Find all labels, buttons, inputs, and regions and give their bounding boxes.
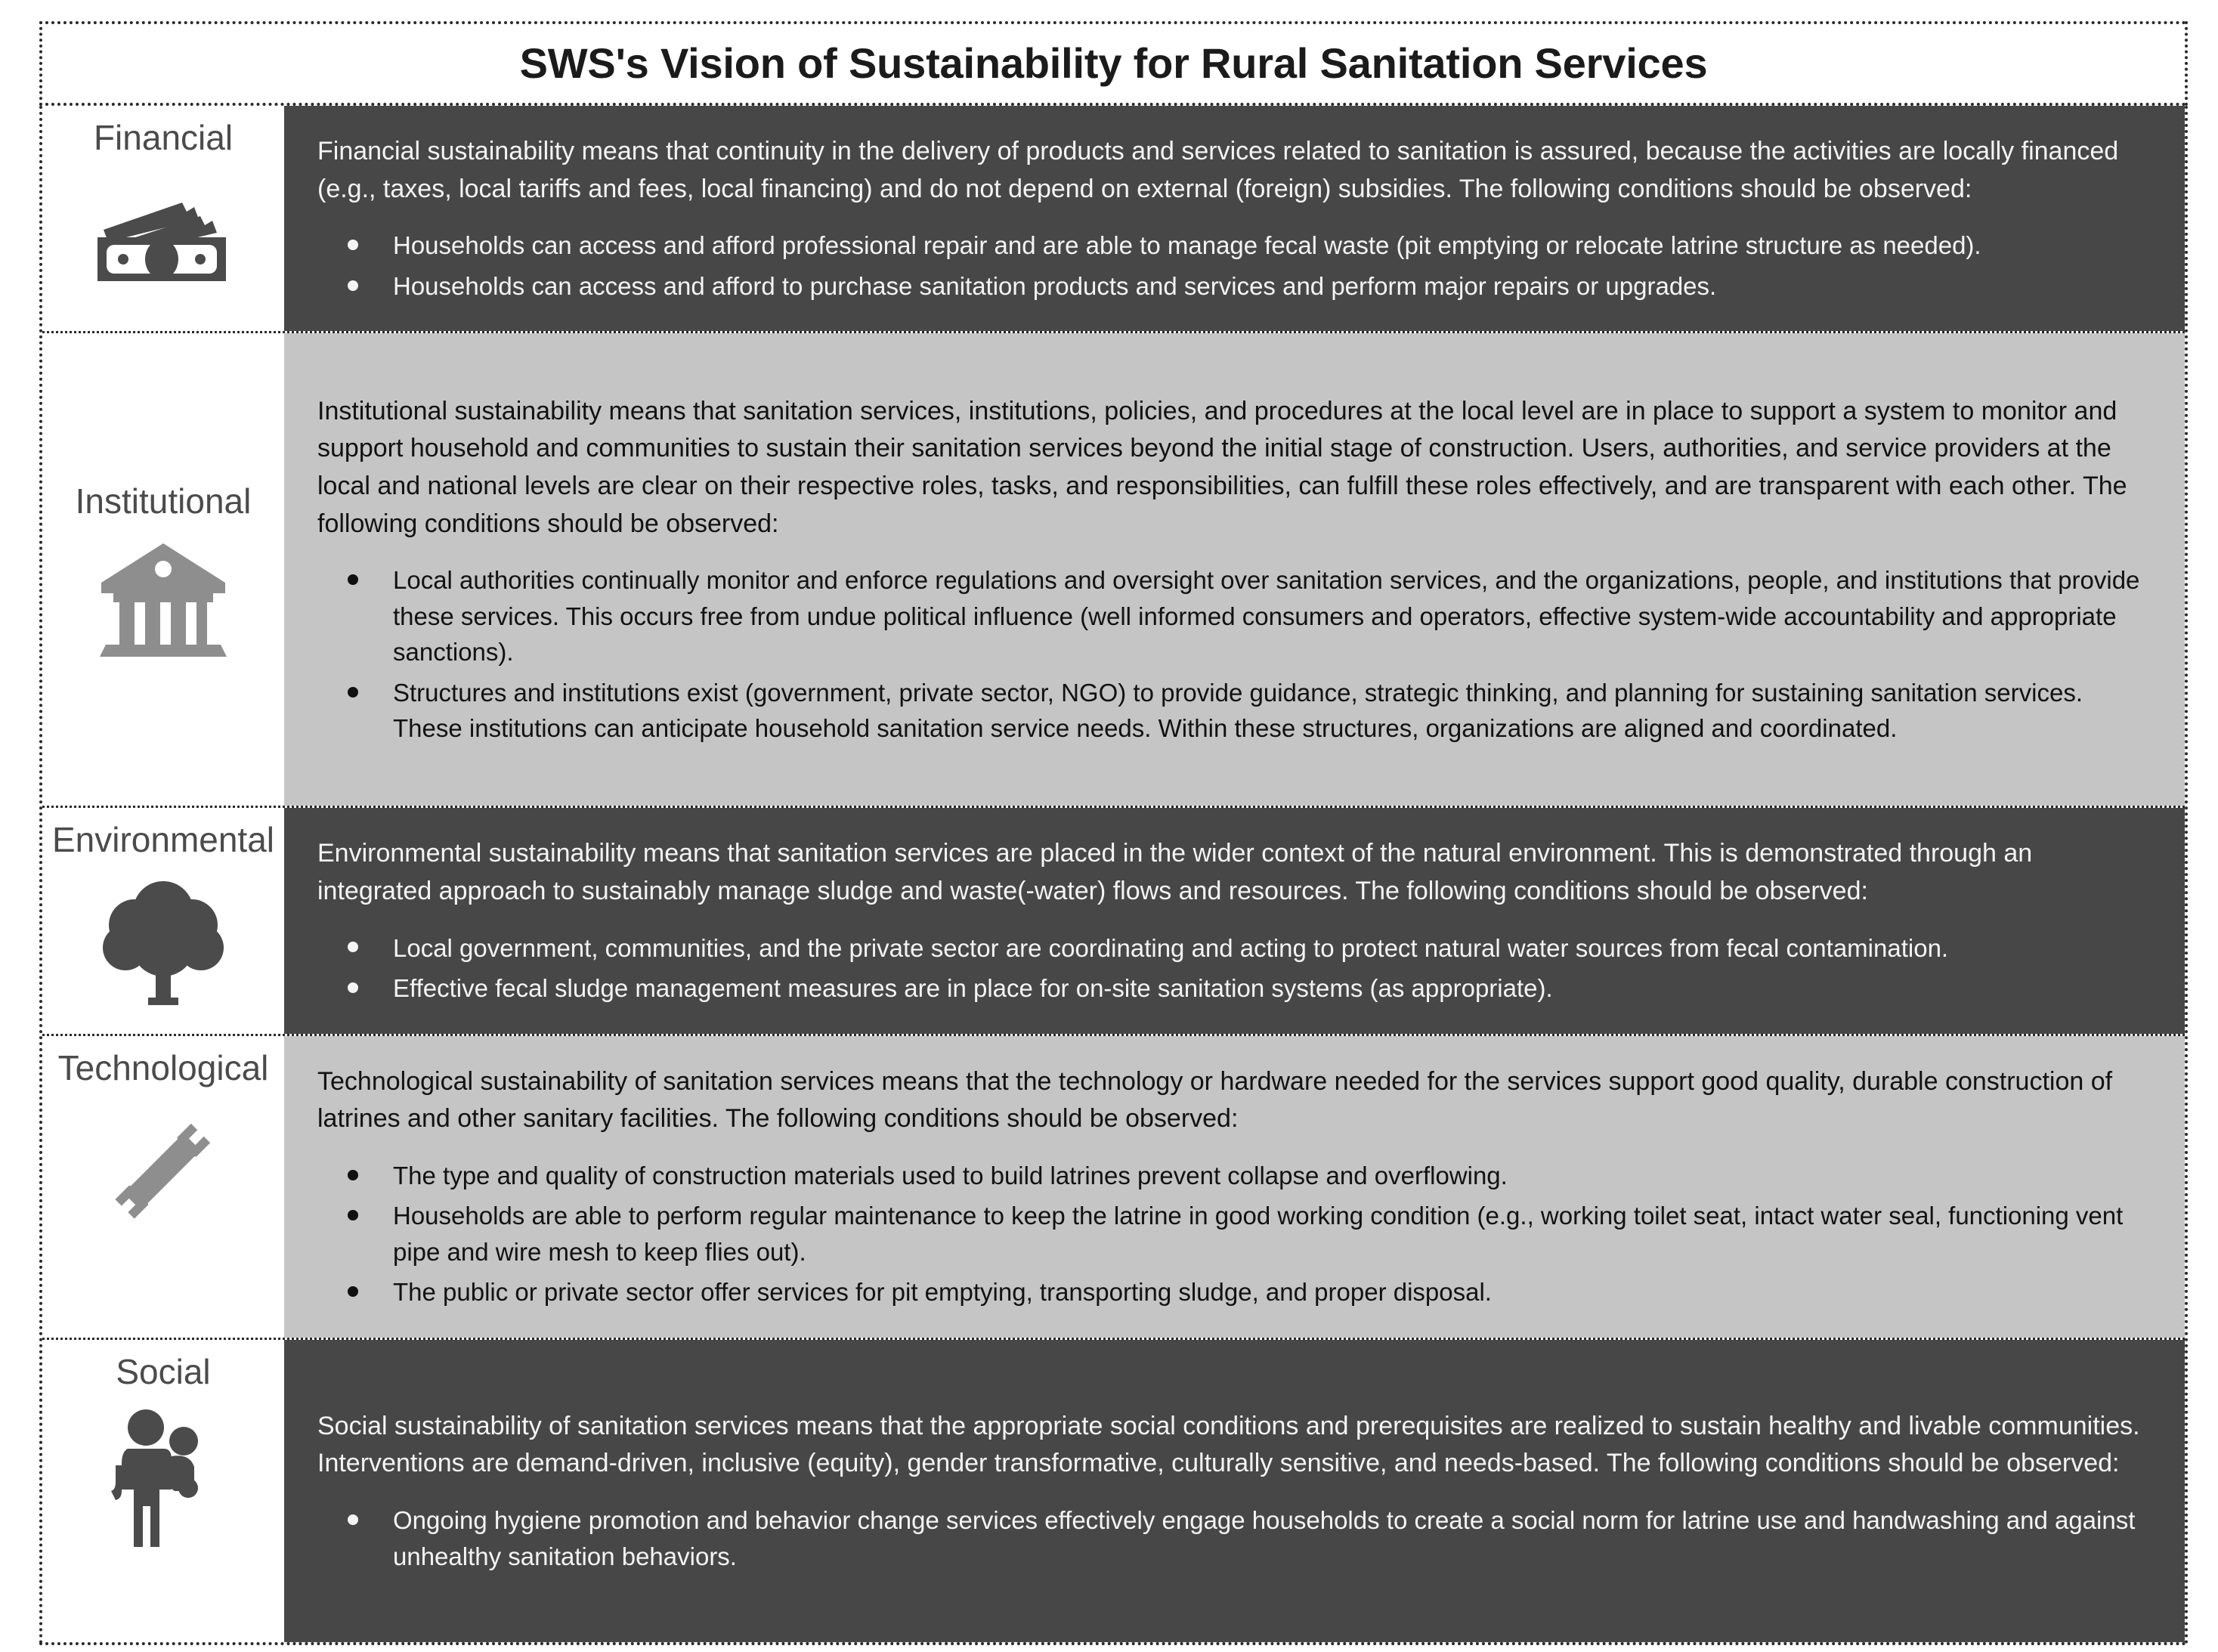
page-title: SWS's Vision of Sustainability for Rural Sanitation Services: [519, 39, 1708, 87]
parent-and-child-icon: [99, 1406, 227, 1550]
condition-text: Households are able to perform regular maintenance to keep the latrine in good working condition (e.g., working toilet seat, intact water seal, functioning vent pipe and wire mesh to keep flies out).: [393, 1202, 2124, 1266]
row-content-institutional: [284, 333, 2185, 806]
list-item: [317, 562, 2151, 670]
list-item: [317, 970, 2151, 1007]
bullet-icon: [348, 1210, 358, 1220]
bullet-icon: [348, 982, 358, 993]
bullet-icon: [348, 1286, 358, 1297]
condition-text: Households can access and afford professional repair and are able to manage fecal waste (pit emptying or relocate latrine structure as needed).: [393, 231, 1981, 260]
list-item: [317, 1502, 2151, 1574]
row-intro-text: Social sustainability of sanitation services means that the appropriate social conditions and prerequisites are realized to sustain healthy and livable communities. Interventions are demand-driven, inclusive (equity), gender transformative, culturally sensitive, and needs-based. The following conditions should be observed:: [317, 1411, 2140, 1478]
tree-icon: [95, 875, 231, 1011]
list-item: [317, 1198, 2151, 1270]
row-intro-text: Financial sustainability means that continuity in the delivery of products and services related to sanitation is assured, because the activities are locally financed (e.g., taxes, local tariffs and fees, local financing) and do not depend on external (foreign) subsidies. The following conditions should be observed:: [317, 137, 2119, 203]
condition-text: Effective fecal sludge management measures are in place for on-site sanitation systems (as appropriate).: [393, 974, 1553, 1003]
table-row: [42, 1340, 2185, 1642]
bullet-icon: [348, 280, 358, 291]
condition-text: Local authorities continually monitor and enforce regulations and oversight over sanitation services, and the organizations, people, and institutions that provide these services. This occurs free from undue political influence (well informed consumers and operators, effective system-wide accountability and appropriate sanctions).: [393, 566, 2140, 667]
table-row: [42, 106, 2185, 333]
condition-text: Households can access and afford to purchase sanitation products and services and perform major repairs or upgrades.: [393, 271, 1717, 300]
bullet-icon: [348, 240, 358, 250]
table-row: [42, 1036, 2185, 1340]
table-row: [42, 808, 2185, 1035]
condition-text: The type and quality of construction materials used to build latrines prevent collapse and overflowing.: [393, 1161, 1508, 1190]
list-item: [317, 675, 2151, 747]
wrench-icon: [95, 1103, 231, 1239]
category-label: Social: [116, 1351, 211, 1391]
bullet-icon: [348, 942, 358, 952]
row-label-cell-environmental: [42, 808, 284, 1033]
row-label-cell-technological: [42, 1036, 284, 1338]
category-label: Environmental: [51, 820, 275, 860]
list-item: [317, 268, 2151, 305]
conditions-list: [317, 930, 2151, 1007]
bullet-icon: [348, 574, 358, 585]
bullet-icon: [348, 1514, 358, 1525]
row-content-financial: [284, 106, 2185, 331]
row-content-technological: [284, 1036, 2185, 1338]
list-item: [317, 1158, 2151, 1194]
row-intro-text: Environmental sustainability means that sanitation services are placed in the wider context of the natural environment. This is demonstrated through an integrated approach to sustainably manage sludge and waste(-water) flows and resources. The following conditions should be observed:: [317, 839, 2033, 905]
row-label-cell-financial: [42, 106, 284, 331]
money-bills-icon: [91, 172, 235, 286]
condition-text: Ongoing hygiene promotion and behavior change services effectively engage households to create a social norm for latrine use and handwashing and against unhealthy sanitation behaviors.: [393, 1505, 2136, 1570]
category-label: Technological: [57, 1047, 269, 1087]
sustainability-matrix: [39, 106, 2188, 1645]
page-title-bar: [39, 21, 2188, 106]
conditions-list: [317, 562, 2151, 747]
list-item: [317, 930, 2151, 967]
bullet-icon: [348, 687, 358, 698]
condition-text: The public or private sector offer services for pit emptying, transporting sludge, and proper disposal.: [393, 1278, 1492, 1307]
row-content-social: [284, 1340, 2185, 1642]
condition-text: Structures and institutions exist (government, private sector, NGO) to provide guidance, strategic thinking, and planning for sustaining sanitation services. These institutions can anticipate household sanitation service needs. Within these structures, organizations are aligned and coordinated.: [393, 678, 2083, 743]
row-label-cell-social: [42, 1340, 284, 1642]
row-intro-text: Technological sustainability of sanitation services means that the technology or hardware needed for the services support good quality, durable construction of latrines and other sanitary facilities. The following conditions should be observed:: [317, 1066, 2113, 1134]
row-content-environmental: [284, 808, 2185, 1033]
category-label: Institutional: [75, 481, 252, 521]
conditions-list: [317, 1158, 2151, 1310]
conditions-list: [317, 227, 2151, 304]
bank-building-icon: [95, 536, 231, 657]
row-intro-text: Institutional sustainability means that sanitation services, institutions, policies, and procedures at the local level are in place to support a system to monitor and support household and communities to sustain their sanitation services beyond the initial stage of construction. Users, authorities, and service providers at the local and national levels are clear on their respective roles, tasks, and responsibilities, can fulfill these roles effectively, and are transparent with each other. The following conditions should be observed:: [317, 396, 2127, 538]
list-item: [317, 1274, 2151, 1310]
conditions-list: [317, 1502, 2151, 1574]
category-label: Financial: [93, 118, 234, 157]
table-row: [42, 333, 2185, 808]
bullet-icon: [348, 1170, 358, 1180]
condition-text: Local government, communities, and the private sector are coordinating and acting to protect natural water sources from fecal contamination.: [393, 933, 1949, 962]
row-label-cell-institutional: [42, 333, 284, 806]
list-item: [317, 227, 2151, 264]
